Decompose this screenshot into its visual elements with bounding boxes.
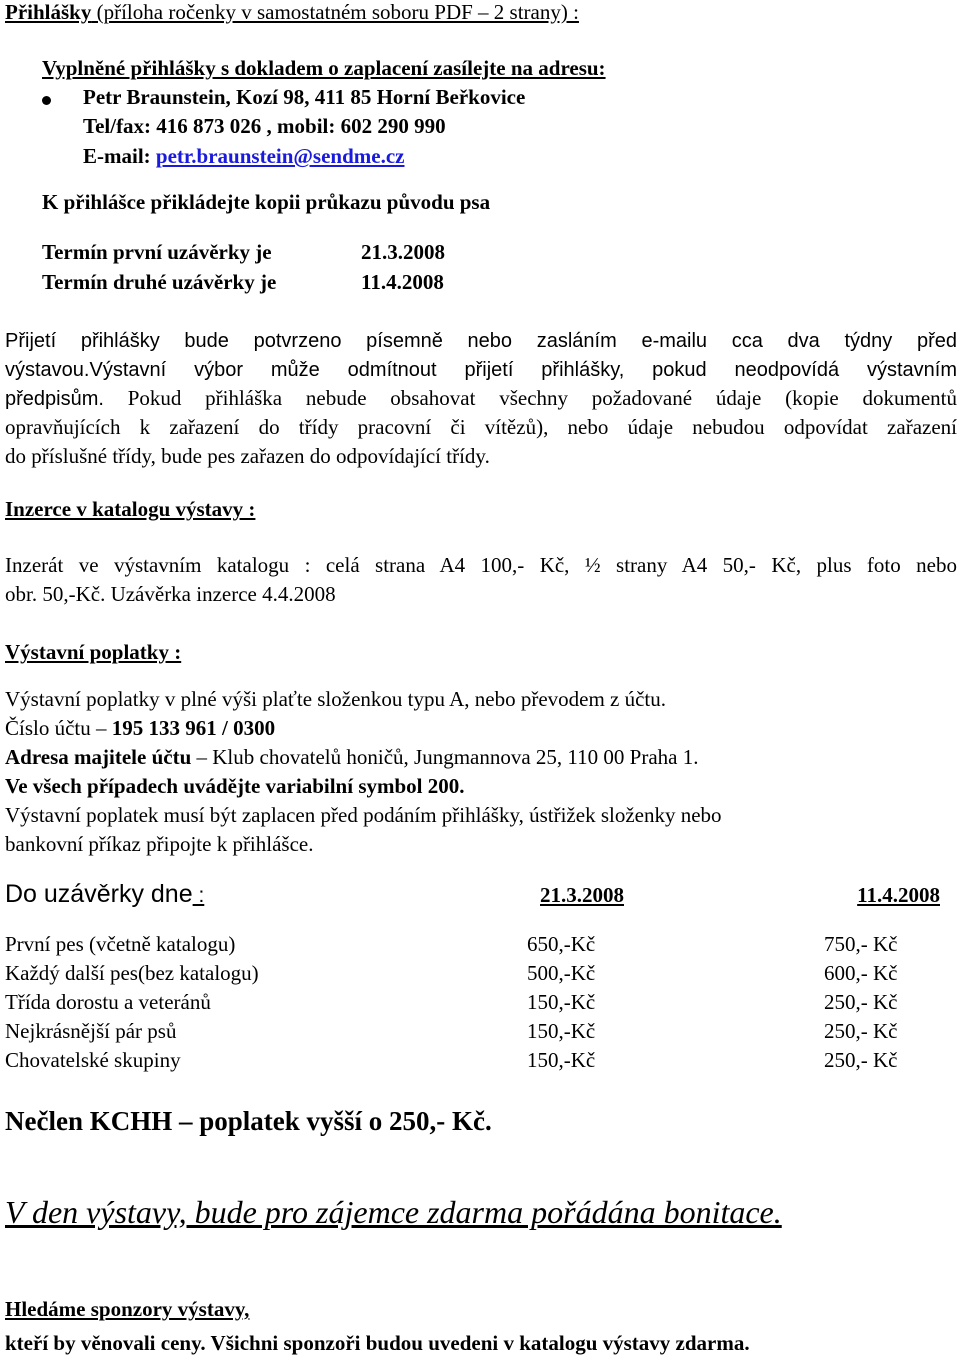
variable-symbol-note: Ve všech případech uvádějte variabilní symbol 200. <box>5 774 465 798</box>
fee-row-second: 250,- Kč <box>824 1019 898 1043</box>
sponsors-heading: Hledáme sponzory výstavy, <box>5 1297 250 1321</box>
acceptance-line-3: předpisům. Pokud přihláška nebude obsahovat všechny požadované údaje (kopie dokumentů <box>5 386 957 410</box>
fee-row-label: První pes (včetně katalogu) <box>5 932 236 956</box>
fee-table-header-label: Do uzávěrky dne : <box>5 880 205 908</box>
fee-row-first: 500,-Kč <box>527 961 596 985</box>
account-line <box>5 716 275 741</box>
heading-title: Přihlášky <box>5 0 92 24</box>
fee-row-second: 600,- Kč <box>824 961 898 985</box>
catalog-heading: Inzerce v katalogu výstavy : <box>5 497 256 521</box>
acceptance-line-5: do příslušné třídy, bude pes zařazen do odpovídající třídy. <box>5 444 490 468</box>
address-title: Vyplněné přihlášky s dokladem o zaplacení zasílejte na adresu: <box>42 56 606 80</box>
nonmember-note: Nečlen KCHH – poplatek vyšší o 250,- Kč. <box>5 1106 492 1136</box>
fee-row-first: 650,-Kč <box>527 932 596 956</box>
fee-row <box>5 932 955 961</box>
fee-row-first: 150,-Kč <box>527 1019 596 1043</box>
fee-row-first: 150,-Kč <box>527 990 596 1014</box>
fee-row <box>5 990 955 1019</box>
sponsors-line: kteří by věnovali ceny. Všichni sponzoři budou uvedeni v katalogu výstavy zdarma. <box>5 1331 750 1355</box>
fees-note-line-2: bankovní příkaz připojte k přihlášce. <box>5 832 314 856</box>
deadline-second-date: 11.4.2008 <box>361 270 444 294</box>
email-link[interactable]: petr.braunstein@sendme.cz <box>155 144 405 168</box>
fee-row-second: 250,- Kč <box>824 1048 898 1072</box>
fee-row <box>5 1019 955 1048</box>
fee-row-label: Třída dorostu a veteránů <box>5 990 211 1014</box>
acceptance-line-1: Přijetí přihlášky bude potvrzeno písemně nebo zasláním e-mailu cca dva týdny před <box>5 330 957 352</box>
fees-heading: Výstavní poplatky : <box>5 640 182 664</box>
fee-row-first: 150,-Kč <box>527 1048 596 1072</box>
fee-row-second: 750,- Kč <box>824 932 898 956</box>
account-number: 195 133 961 / 0300 <box>111 716 276 740</box>
fees-note-line-1: Výstavní poplatek musí být zaplacen před podáním přihlášky, ústřižek složenky nebo <box>5 803 722 827</box>
page-heading <box>5 0 579 25</box>
fee-table-col-1: 21.3.2008 <box>540 883 624 907</box>
address-line-1: Petr Braunstein, Kozí 98, 411 85 Horní Beřkovice <box>83 85 526 109</box>
deadline-second-label: Termín druhé uzávěrky je <box>42 270 277 294</box>
address-line-2: Tel/fax: 416 873 026 , mobil: 602 290 990 <box>83 114 446 138</box>
acceptance-line-2: výstavou.Výstavní výbor může odmítnout přijetí přihlášky, pokud neodpovídá výstavním <box>5 359 957 381</box>
email-line <box>83 144 405 169</box>
fee-row-label: Nejkrásnější pár psů <box>5 1019 177 1043</box>
fee-table-col-2: 11.4.2008 <box>857 883 940 907</box>
catalog-line-2: obr. 50,-Kč. Uzávěrka inzerce 4.4.2008 <box>5 582 336 606</box>
owner-label: Adresa majitele účtu <box>5 745 192 769</box>
fee-row <box>5 961 955 990</box>
heading-subtitle: (příloha ročenky v samostatném soboru PDF – 2 strany) : <box>91 0 579 24</box>
fees-line-1: Výstavní poplatky v plné výši plaťte složenkou typu A, nebo převodem z účtu. <box>5 687 667 711</box>
owner-line <box>5 745 698 770</box>
catalog-line-1: Inzerát ve výstavním katalogu : celá strana A4 100,- Kč, ½ strany A4 50,- Kč, plus foto nebo <box>5 553 957 577</box>
acceptance-line-4: opravňujících k zařazení do třídy pracovní či vítězů), nebo údaje nebudou odpovídat zařazení <box>5 415 957 439</box>
fee-row <box>5 1048 955 1077</box>
account-label: Číslo účtu – <box>5 716 112 740</box>
email-label: E-mail: <box>83 144 156 168</box>
fee-row-label: Chovatelské skupiny <box>5 1048 181 1072</box>
bonitation-note: V den výstavy, bude pro zájemce zdarma pořádána bonitace. <box>5 1194 782 1230</box>
deadline-first-date: 21.3.2008 <box>361 240 445 264</box>
deadline-first-label: Termín první uzávěrky je <box>42 240 272 264</box>
fee-row-label: Každý další pes(bez katalogu) <box>5 961 259 985</box>
fee-row-second: 250,- Kč <box>824 990 898 1014</box>
attach-note: K přihlášce přikládejte kopii průkazu původu psa <box>42 190 491 214</box>
owner-value: – Klub chovatelů honičů, Jungmannova 25, 110 00 Praha 1. <box>191 745 699 769</box>
bullet-icon <box>42 96 51 105</box>
